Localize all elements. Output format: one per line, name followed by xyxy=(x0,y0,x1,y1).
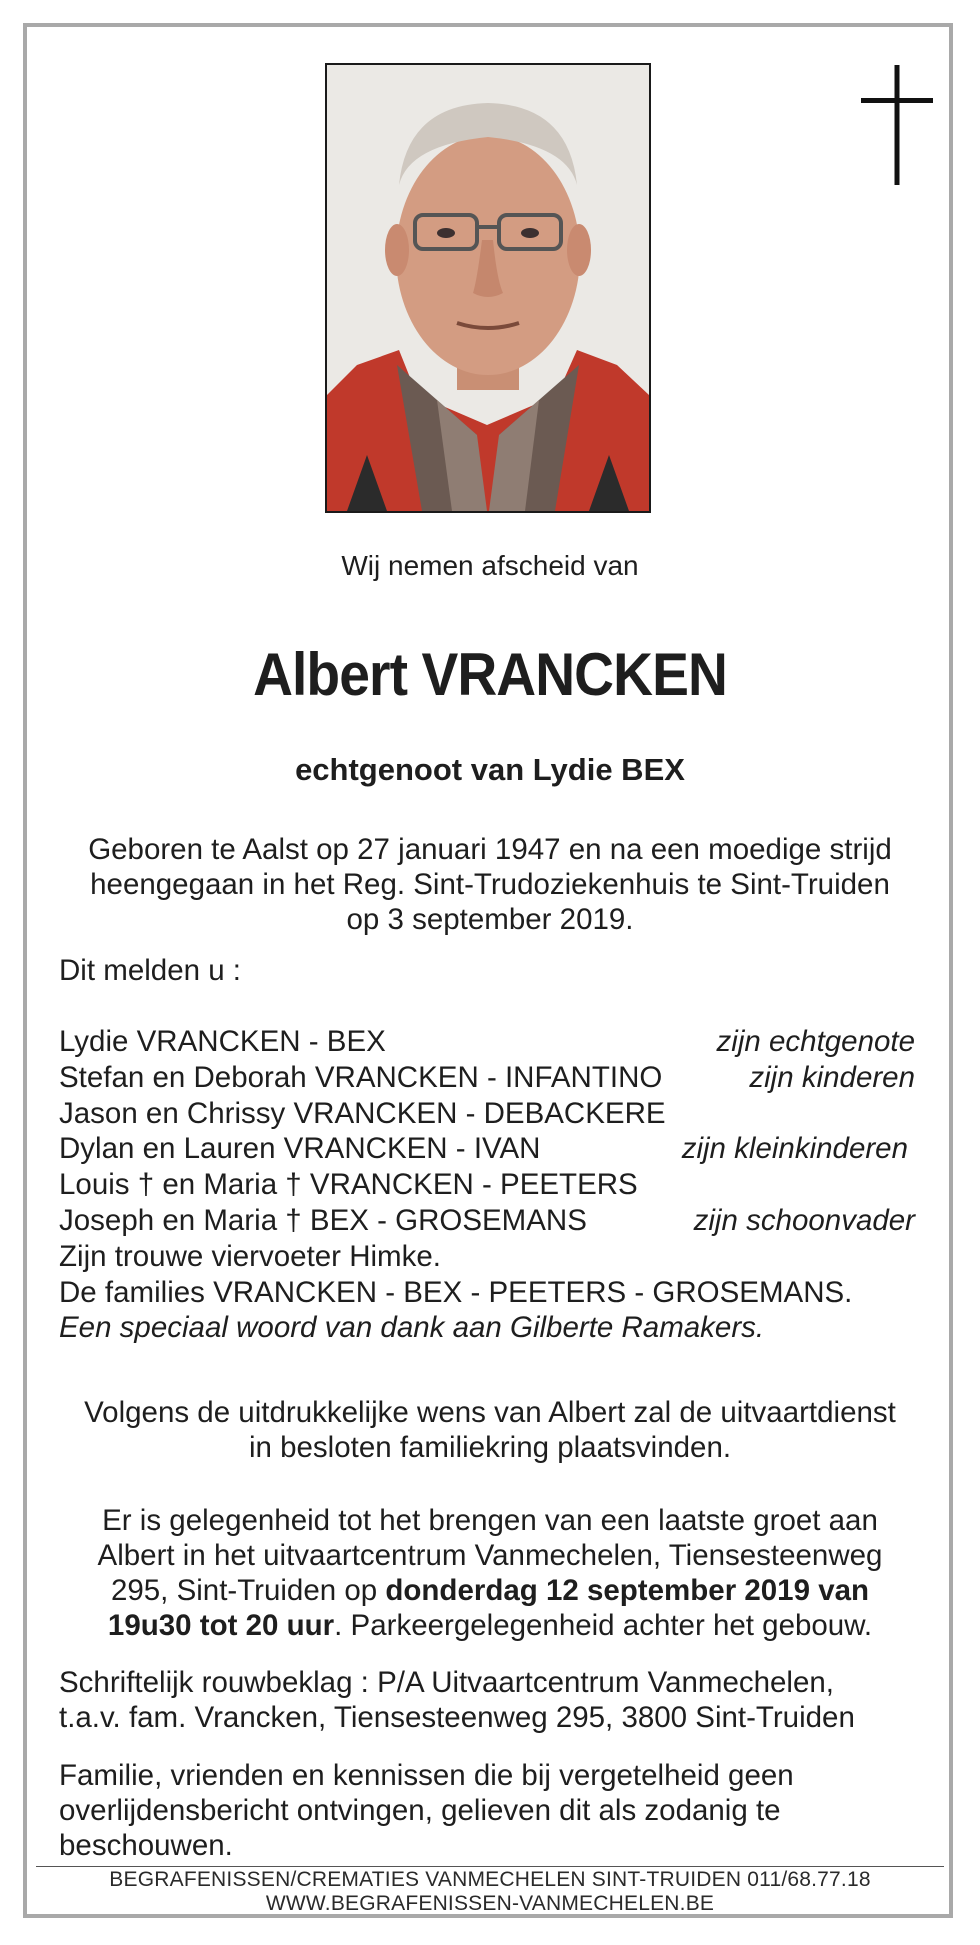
family-relation: zijn kleinkinderen xyxy=(681,1132,908,1166)
family-row xyxy=(59,1275,915,1311)
announce-text: Dit melden u : xyxy=(59,954,241,987)
funeral-paragraph xyxy=(0,1395,980,1465)
funeral-line: Volgens de uitdrukkelijke wens van Albert zal de uitvaartdienst xyxy=(84,1396,896,1429)
birth-line: Geboren te Aalst op 27 januari 1947 en na een moedige strijd xyxy=(88,833,892,866)
cross-icon xyxy=(857,65,937,185)
deceased-name: Albert VRANCKEN xyxy=(253,641,727,708)
family-relation: zijn schoonvader xyxy=(693,1203,915,1237)
family-relation: zijn kinderen xyxy=(749,1060,915,1094)
family-row xyxy=(59,1203,915,1239)
funeral-line: in besloten familiekring plaatsvinden. xyxy=(248,1431,732,1464)
visit-text: . Parkeergelegenheid achter het gebouw. xyxy=(334,1609,873,1642)
family-name: Dylan en Lauren VRANCKEN - IVAN xyxy=(59,1132,541,1166)
family-name: Joseph en Maria † BEX - GROSEMANS xyxy=(59,1203,587,1237)
family-row xyxy=(59,1131,915,1167)
visit-line: Er is gelegenheid tot het brengen van een laatste groet aan xyxy=(102,1504,878,1537)
spouse-line: echtgenoot van Lydie BEX xyxy=(295,752,685,787)
condolence-line: Schriftelijk rouwbeklag : P/A Uitvaartcentrum Vanmechelen, xyxy=(59,1666,834,1699)
visit-line: Albert in het uitvaartcentrum Vanmechelen, Tiensesteenweg xyxy=(97,1539,883,1572)
condolence-line: t.a.v. fam. Vrancken, Tiensesteenweg 295, 3800 Sint-Truiden xyxy=(59,1701,855,1734)
family-name: Louis † en Maria † VRANCKEN - PEETERS xyxy=(59,1168,638,1202)
visit-time: 19u30 tot 20 uur xyxy=(107,1609,335,1642)
family-name: Lydie VRANCKEN - BEX xyxy=(59,1025,386,1058)
family-relation: zijn echtgenote xyxy=(716,1025,915,1058)
family-row xyxy=(59,1167,915,1203)
notice-line: Familie, vrienden en kennissen die bij vergetelheid geen xyxy=(59,1759,794,1792)
birth-line: op 3 september 2019. xyxy=(346,903,634,936)
notice-paragraph xyxy=(59,1758,794,1863)
family-row xyxy=(59,1096,915,1132)
condolence-paragraph xyxy=(59,1665,855,1735)
intro-text: Wij nemen afscheid van xyxy=(341,550,639,581)
footer-website: WWW.BEGRAFENISSEN-VANMECHELEN.BE xyxy=(265,1892,715,1915)
family-name: Stefan en Deborah VRANCKEN - INFANTINO xyxy=(59,1060,663,1094)
thanks-line: Een speciaal woord van dank aan Gilberte Ramakers. xyxy=(59,1311,765,1345)
portrait-photo xyxy=(325,63,651,513)
notice-line: beschouwen. xyxy=(59,1829,233,1862)
notice-line: overlijdensbericht ontvingen, gelieven dit als zodanig te xyxy=(59,1794,781,1827)
family-row xyxy=(59,1024,915,1060)
visit-line xyxy=(0,1608,980,1643)
visit-date: donderdag 12 september 2019 van xyxy=(385,1574,870,1607)
family-list xyxy=(59,1024,915,1346)
family-row xyxy=(59,1239,915,1275)
birth-line: heengegaan in het Reg. Sint-Trudoziekenhuis te Sint-Truiden xyxy=(90,868,890,901)
visit-paragraph xyxy=(0,1503,980,1643)
visit-text: 295, Sint-Truiden op xyxy=(110,1574,386,1607)
family-name: Zijn trouwe viervoeter Himke. xyxy=(59,1239,441,1273)
birth-paragraph xyxy=(0,832,980,937)
family-row xyxy=(59,1060,915,1096)
family-name: De families VRANCKEN - BEX - PEETERS - GROSEMANS. xyxy=(59,1275,853,1309)
footer-company: BEGRAFENISSEN/CREMATIES VANMECHELEN SINT-TRUIDEN 011/68.77.18 xyxy=(109,1868,871,1891)
family-name: Jason en Chrissy VRANCKEN - DEBACKERE xyxy=(59,1096,666,1130)
visit-line xyxy=(0,1573,980,1608)
footer-divider xyxy=(36,1866,944,1867)
